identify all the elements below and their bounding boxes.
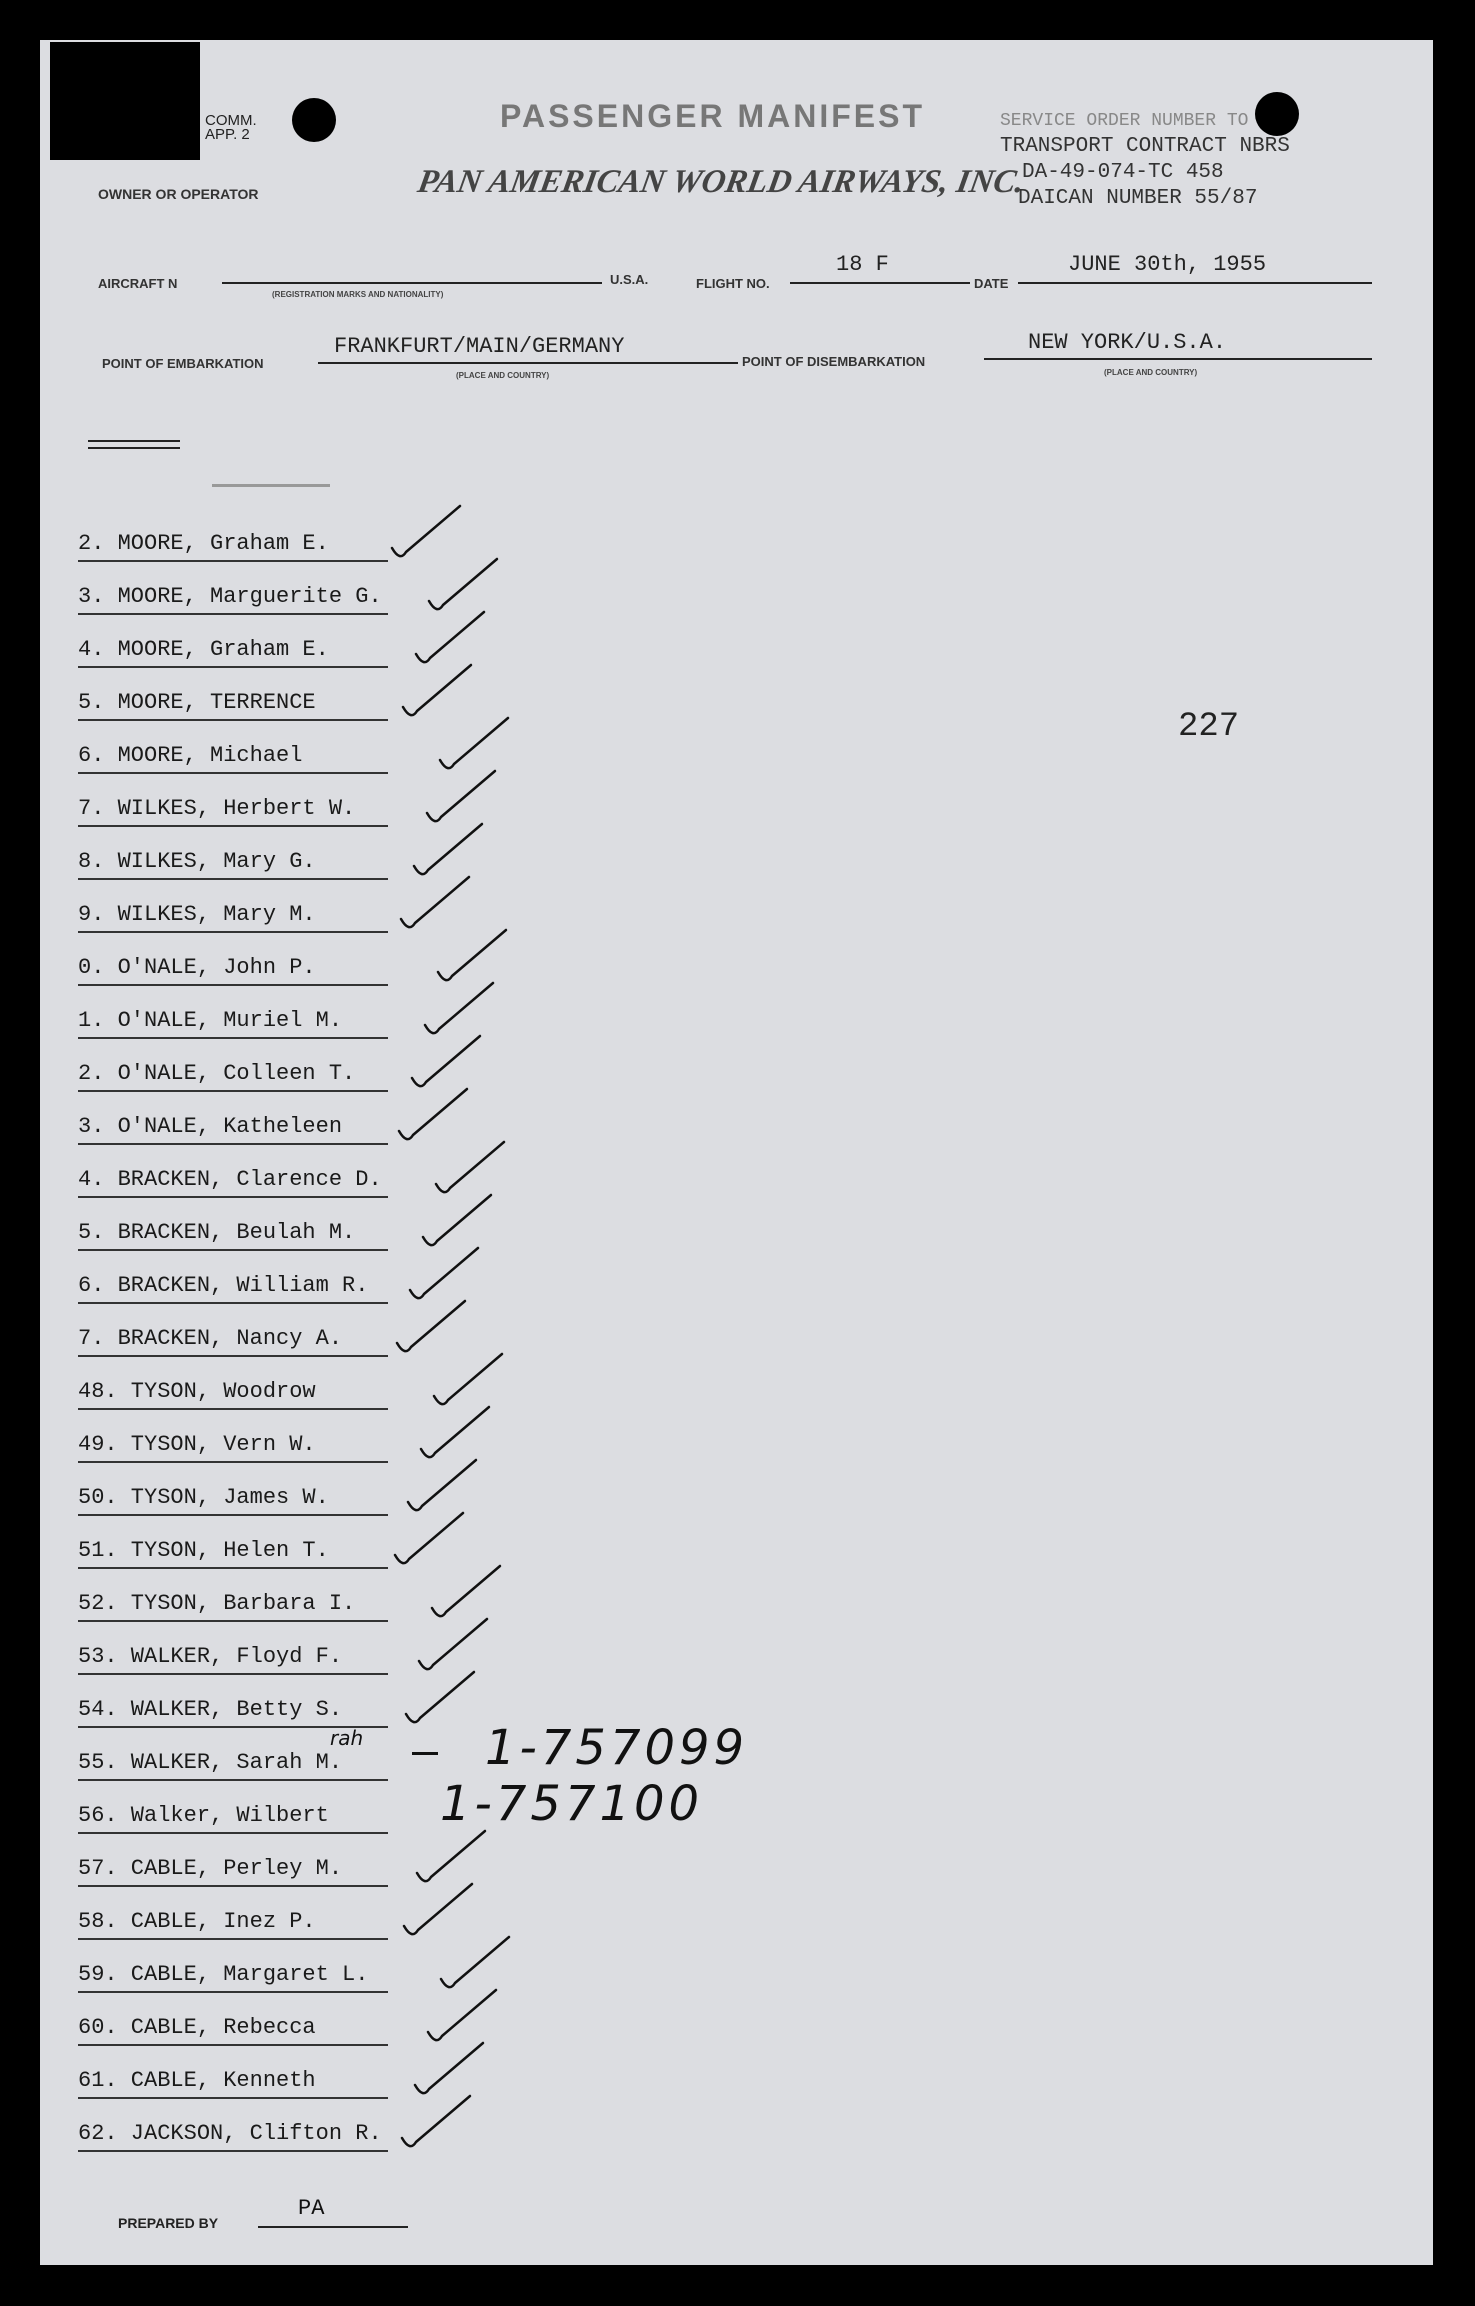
passenger-name: 58. CABLE, Inez P.	[78, 1909, 316, 1934]
passenger-name: 5. MOORE, TERRENCE	[78, 690, 316, 715]
disembarkation-caption: (PLACE AND COUNTRY)	[1104, 368, 1198, 377]
passenger-name: 51. TYSON, Helen T.	[78, 1538, 329, 1563]
passenger-name: 1. O'NALE, Muriel M.	[78, 1008, 343, 1033]
registration-caption: (REGISTRATION MARKS AND NATIONALITY)	[272, 290, 444, 299]
passenger-row	[78, 671, 398, 721]
passenger-row	[78, 1572, 398, 1622]
passenger-row	[78, 2049, 398, 2099]
prepared-by-value: PA	[298, 2196, 325, 2221]
passenger-name: 0. O'NALE, John P.	[78, 955, 316, 980]
passenger-row	[78, 936, 398, 986]
passenger-name: 54. WALKER, Betty S.	[78, 1697, 343, 1722]
passenger-row	[78, 618, 398, 668]
aircraft-label: AIRCRAFT N	[98, 276, 178, 291]
passenger-name: 3. O'NALE, Katheleen	[78, 1114, 343, 1139]
passenger-row	[78, 512, 398, 562]
embarkation-caption: (PLACE AND COUNTRY)	[456, 371, 550, 380]
passenger-name: 9. WILKES, Mary M.	[78, 902, 316, 927]
passenger-row	[78, 1201, 398, 1251]
passenger-row	[78, 1890, 398, 1940]
faded-heading	[212, 484, 330, 487]
passenger-name: 4. BRACKEN, Clarence D.	[78, 1167, 382, 1192]
passenger-row	[78, 777, 398, 827]
passenger-name: 52. TYSON, Barbara I.	[78, 1591, 356, 1616]
passenger-name: 60. CABLE, Rebecca	[78, 2015, 316, 2040]
passenger-row	[78, 830, 398, 880]
passenger-row	[78, 1466, 398, 1516]
contract-block	[1000, 108, 1290, 212]
airline-name: PAN AMERICAN WORLD AIRWAYS, INC.	[414, 164, 1028, 200]
passenger-name: 61. CABLE, Kenneth	[78, 2068, 316, 2093]
passenger-row	[78, 1625, 398, 1675]
passenger-name: 55. WALKER, Sarah M.	[78, 1750, 343, 1775]
passenger-row	[78, 1943, 398, 1993]
aircraft-line	[222, 282, 602, 284]
embarkation-value: FRANKFURT/MAIN/GERMANY	[334, 334, 625, 359]
embarkation-label: POINT OF EMBARKATION	[102, 356, 264, 371]
passenger-name: 4. MOORE, Graham E.	[78, 637, 329, 662]
page-title: PASSENGER MANIFEST	[500, 98, 925, 134]
passenger-row	[78, 1837, 398, 1887]
passenger-row	[78, 1678, 398, 1728]
handwritten-number-2: 1-757100	[440, 1776, 704, 1832]
passenger-name: 48. TYSON, Woodrow	[78, 1379, 316, 1404]
passenger-row	[78, 1360, 398, 1410]
passenger-row	[78, 1996, 398, 2046]
passenger-row	[78, 565, 398, 615]
disembarkation-value: NEW YORK/U.S.A.	[1028, 330, 1227, 355]
punch-hole-left	[292, 98, 336, 142]
handwritten-correction: rah	[330, 1726, 364, 1750]
embarkation-line	[318, 362, 738, 364]
contract-line-3: DA-49-074-TC 458	[1022, 161, 1224, 184]
passenger-name: 49. TYSON, Vern W.	[78, 1432, 316, 1457]
passenger-name: 50. TYSON, James W.	[78, 1485, 329, 1510]
contract-line-2: TRANSPORT CONTRACT NBRS	[1000, 135, 1290, 158]
passenger-row	[78, 1413, 398, 1463]
passenger-name: 2. MOORE, Graham E.	[78, 531, 329, 556]
date-label: DATE	[974, 276, 1009, 291]
passenger-name: 5. BRACKEN, Beulah M.	[78, 1220, 356, 1245]
prepared-by-label: PREPARED BY	[118, 2215, 219, 2231]
redacted-corner	[50, 42, 200, 160]
passenger-row	[78, 2102, 398, 2152]
passenger-name: 6. BRACKEN, William R.	[78, 1273, 369, 1298]
passenger-row	[78, 1784, 398, 1834]
date-value: JUNE 30th, 1955	[1068, 252, 1267, 277]
contract-line-1: SERVICE ORDER NUMBER TO	[1000, 111, 1249, 131]
date-line	[1018, 282, 1372, 284]
passenger-name: 7. BRACKEN, Nancy A.	[78, 1326, 343, 1351]
section-rule	[88, 440, 180, 449]
passenger-row	[78, 724, 398, 774]
passenger-name: 7. WILKES, Herbert W.	[78, 796, 356, 821]
passenger-row	[78, 1042, 398, 1092]
passenger-row	[78, 1148, 398, 1198]
passenger-name: 57. CABLE, Perley M.	[78, 1856, 343, 1881]
passenger-row	[78, 989, 398, 1039]
prepared-by-line	[258, 2226, 408, 2228]
flight-no-label: FLIGHT NO.	[696, 276, 770, 291]
passenger-name: 8. WILKES, Mary G.	[78, 849, 316, 874]
passenger-name: 59. CABLE, Margaret L.	[78, 1962, 369, 1987]
form-code-1: COMM.	[205, 112, 257, 129]
usa-label: U.S.A.	[610, 272, 649, 287]
flight-no-line	[790, 282, 970, 284]
passenger-row	[78, 883, 398, 933]
handwritten-number-1: 1-757099	[485, 1720, 749, 1776]
passenger-row	[78, 1519, 398, 1569]
owner-label: OWNER OR OPERATOR	[98, 186, 259, 202]
passenger-name: 6. MOORE, Michael	[78, 743, 303, 768]
passenger-name: 3. MOORE, Marguerite G.	[78, 584, 382, 609]
disembarkation-label: POINT OF DISEMBARKATION	[742, 354, 926, 369]
passenger-row	[78, 1307, 398, 1357]
disembarkation-line	[984, 358, 1372, 360]
handwritten-dash	[412, 1752, 438, 1755]
passenger-name: 53. WALKER, Floyd F.	[78, 1644, 343, 1669]
passenger-row	[78, 1254, 398, 1304]
form-code-2: APP. 2	[205, 126, 250, 143]
page-number: 227	[1178, 708, 1240, 746]
flight-no-value: 18 F	[836, 252, 889, 277]
passenger-name: 2. O'NALE, Colleen T.	[78, 1061, 356, 1086]
passenger-name: 62. JACKSON, Clifton R.	[78, 2121, 382, 2146]
contract-line-4: DAICAN NUMBER 55/87	[1018, 187, 1258, 210]
passenger-row	[78, 1095, 398, 1145]
passenger-name: 56. Walker, Wilbert	[78, 1803, 329, 1828]
